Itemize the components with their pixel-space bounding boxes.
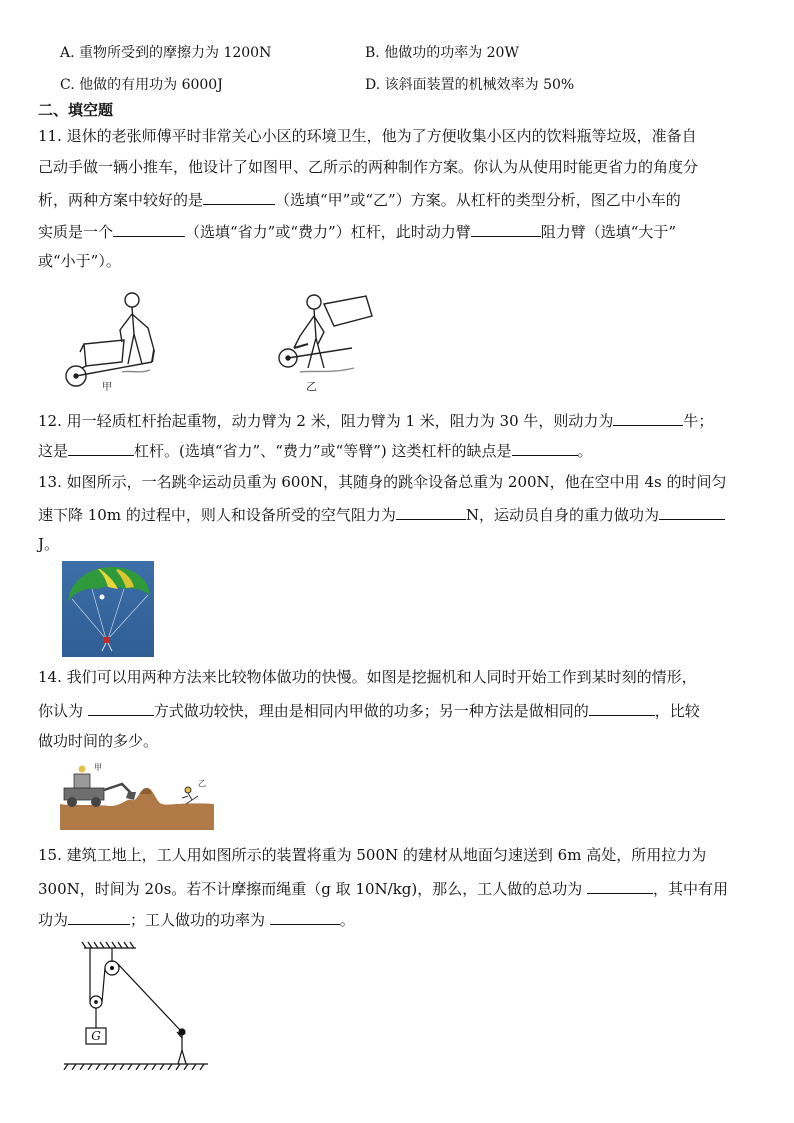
option-a: A. 重物所受到的摩擦力为 1200N <box>60 45 272 61</box>
q12-text-2a: 这是 <box>38 442 69 460</box>
option-c: C. 他做的有用功为 6000J <box>60 77 223 93</box>
q12-line-1 <box>38 409 713 431</box>
q12-text-2b: 杠杆。(选填“省力”、“费力”或“等臂”) 这类杠杆的缺点是 <box>134 442 512 460</box>
q15-line-3 <box>38 908 355 930</box>
q13-blank-2[interactable] <box>659 503 725 520</box>
q12-blank-3[interactable] <box>512 439 578 456</box>
q15-line-2 <box>38 877 728 899</box>
q15-text-3b: ；工人做功的功率为 <box>130 911 270 929</box>
label-jia-14: 甲 <box>94 763 102 772</box>
option-d: D. 该斜面装置的机械效率为 50% <box>365 77 575 93</box>
q14-text-2b: 方式做功较快，理由是相同内甲做的功多；另一种方法是做相同的 <box>153 702 589 720</box>
pulley-figure <box>60 940 210 1070</box>
q14-line-2 <box>38 699 700 721</box>
wheelbarrow-jia <box>66 293 154 386</box>
q11-line-5: 或“小于”）。 <box>38 252 121 270</box>
q15-line-1: 15. 建筑工地上，工人用如图所示的装置将重为 500N 的建材从地面匀速送到 6m 高处，所用拉力为 <box>38 846 707 864</box>
q11-line-4 <box>38 220 676 242</box>
q12-text-2c: 。 <box>577 442 593 460</box>
q15-blank-2[interactable] <box>68 908 130 925</box>
q12-line-2 <box>38 439 593 461</box>
q11-text-4c: 阻力臂（选填“大于” <box>540 223 677 241</box>
label-yi-14: 乙 <box>198 779 206 788</box>
q12-text-1b: 牛； <box>683 412 714 430</box>
q13-blank-1[interactable] <box>396 503 466 520</box>
q15-text-3c: 。 <box>339 911 355 929</box>
load-label: G <box>91 1029 101 1043</box>
q11-line-2: 己动手做一辆小推车，他设计了如图甲、乙所示的两种制作方案。你认为从使用时能更省力的角度分 <box>38 158 699 176</box>
q14-blank-1[interactable] <box>88 699 154 716</box>
q11-line-1: 11. 退休的老张师傅平时非常关心小区的环境卫生，他为了方便收集小区内的饮料瓶等垃圾，准备自 <box>38 127 697 145</box>
parachute-photo <box>62 561 154 657</box>
q15-text-2a: 300N，时间为 20s。若不计摩擦而绳重（g 取 10N/kg)，那么，工人做的总功为 <box>38 880 588 898</box>
q11-text-3a: 析，两种方案中较好的是 <box>38 191 204 209</box>
option-b: B. 他做功的功率为 20W <box>365 45 519 61</box>
q15-blank-3[interactable] <box>270 908 340 925</box>
q11-text-3b: （选填“甲”或“乙”）方案。从杠杆的类型分析，图乙中小车的 <box>275 191 681 209</box>
q15-text-3a: 功为 <box>38 911 69 929</box>
q12-blank-2[interactable] <box>68 439 134 456</box>
label-yi: 乙 <box>306 380 317 393</box>
excavator-figure <box>60 760 214 830</box>
q13-line-2 <box>38 503 725 525</box>
q14-text-2a: 你认为 <box>38 702 88 720</box>
q11-line-3 <box>38 188 681 210</box>
q12-text-1a: 12. 用一轻质杠杆抬起重物，动力臂为 2 米，阻力臂为 1 米，阻力为 30 牛，则动力为 <box>38 412 614 430</box>
wheelbarrow-figure <box>62 282 382 394</box>
worker-figure <box>177 1029 186 1064</box>
q11-blank-1[interactable] <box>203 188 275 205</box>
q11-text-4b: （选填“省力”或“费力”）杠杆，此时动力臂 <box>185 223 471 241</box>
q12-blank-1[interactable] <box>613 409 683 426</box>
q13-text-2b: N，运动员自身的重力做功为 <box>465 506 659 524</box>
q11-blank-2[interactable] <box>113 220 185 237</box>
q13-text-2a: 速下降 10m 的过程中，则人和设备所受的空气阻力为 <box>38 506 396 524</box>
label-jia: 甲 <box>102 382 112 393</box>
q11-text-4a: 实质是一个 <box>38 223 114 241</box>
q14-line-3: 做功时间的多少。 <box>38 732 159 750</box>
q11-blank-3[interactable] <box>471 220 541 237</box>
q15-blank-1[interactable] <box>587 877 653 894</box>
q14-line-1: 14. 我们可以用两种方法来比较物体做功的快慢。如图是挖掘机和人同时开始工作到某时刻的情形， <box>38 668 697 686</box>
q14-text-2c: ，比较 <box>654 702 700 720</box>
section-title: 二、填空题 <box>38 101 114 119</box>
wheelbarrow-yi <box>279 295 372 372</box>
q14-blank-2[interactable] <box>589 699 655 716</box>
q13-line-3: J。 <box>38 535 60 553</box>
q15-text-2b: ，其中有用 <box>653 880 729 898</box>
q13-line-1: 13. 如图所示，一名跳伞运动员重为 600N，其随身的跳伞设备总重为 200N，他在空中用 4s 的时间匀 <box>38 473 727 491</box>
